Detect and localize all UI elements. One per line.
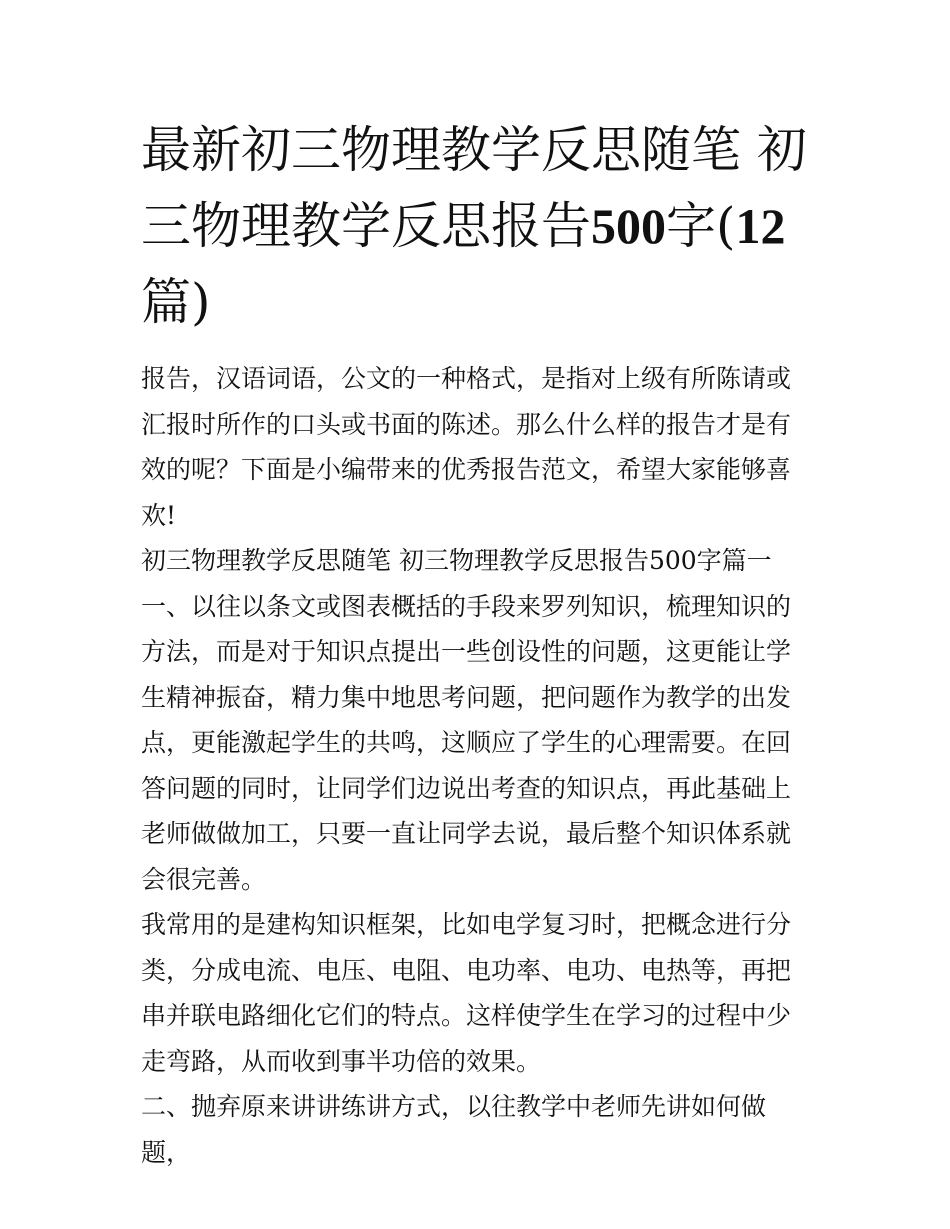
document-title <box>141 112 811 340</box>
paragraph-intro: 报告，汉语词语，公文的一种格式，是指对上级有所陈请或汇报时所作的口头或书面的陈述。那么什么样的报告才是有效的呢？下面是小编带来的优秀报告范文，希望大家能够喜欢! <box>141 364 792 530</box>
title-text-part: 最新初三物理教学反思随笔 初三物理教学反思报告 <box>141 121 807 255</box>
paragraph-framework: 我常用的是建构知识框架，比如电学复习时，把概念进行分类，分成电流、电压、电阻、电功率、电功、电热等，再把串并联电路细化它们的特点。这样使学生在学习的过程中少走弯路，从而收到事半功倍的效果。 <box>141 910 792 1076</box>
document-body <box>141 356 813 1175</box>
title-number-500: 500 <box>591 198 666 254</box>
paragraph-point-one: 一、以往以条文或图表概括的手段来罗列知识，梳理知识的方法，而是对于知识点提出一些创设性的问题，这更能让学生精神振奋，精力集中地思考问题，把问题作为教学的出发点，更能激起学生的共鸣，这顺应了学生的心理需要。在回答问题的同时，让同学们边说出考查的知识点，再此基础上老师做做加工，只要一直让同学去说，最后整个知识体系就会很完善。 <box>141 591 792 894</box>
title-text-part: 篇) <box>141 273 211 331</box>
title-number-12: 12 <box>735 198 786 254</box>
paragraph-section-heading: 初三物理教学反思随笔 初三物理教学反思报告500字篇一 <box>141 546 772 575</box>
paragraph-point-two: 二、抛弃原来讲讲练讲方式，以往教学中老师先讲如何做题， <box>141 1092 767 1167</box>
title-text-part: 字( <box>666 197 736 255</box>
